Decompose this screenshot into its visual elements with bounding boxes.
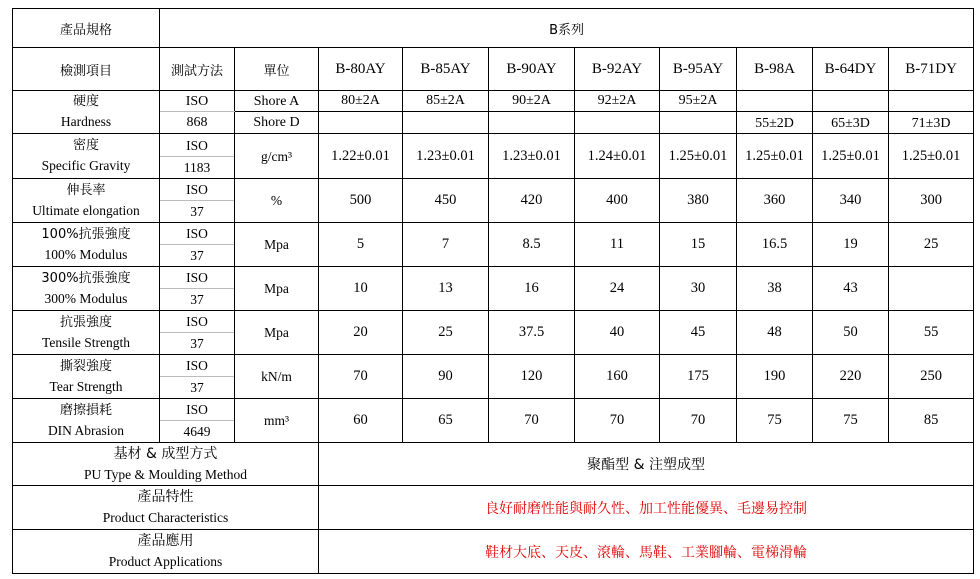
value-cell: 15 (660, 223, 737, 267)
value-cell: 60 (319, 399, 403, 443)
hardness-row-a (13, 91, 974, 112)
property-en: 300% Modulus (44, 290, 128, 306)
value-cell: 65 (403, 399, 489, 443)
test-method (160, 179, 235, 223)
value-cell: 19 (813, 223, 889, 267)
value-cell: 1.24±0.01 (575, 134, 660, 179)
property-name (13, 179, 160, 223)
value-cell: 50 (813, 311, 889, 355)
value-cell: 55±2D (737, 112, 813, 134)
property-en: 100% Modulus (44, 246, 128, 262)
property-zh: 密度 (72, 138, 99, 153)
property-row-tensile-strength (13, 311, 974, 355)
characteristics-row (13, 486, 974, 530)
value-cell: 45 (660, 311, 737, 355)
property-zh: 抗張強度 (59, 314, 112, 330)
property-name (13, 355, 160, 399)
property-zh: 硬度 (72, 94, 99, 109)
unit-cell: % (235, 179, 319, 223)
value-cell: 175 (660, 355, 737, 399)
method-standard: ISO (160, 267, 234, 289)
item-label: 檢測項目 (13, 48, 160, 91)
unit-label: 單位 (235, 48, 319, 91)
method-standard: ISO (160, 355, 234, 377)
value-cell: 1.23±0.01 (403, 134, 489, 179)
value-cell: 16 (489, 267, 575, 311)
value-cell: 92±2A (575, 91, 660, 112)
characteristics-value: 良好耐磨性能與耐久性、加工性能優異、毛邊易控制 (319, 486, 974, 530)
value-cell: 95±2A (660, 91, 737, 112)
pu-type-label (13, 443, 319, 486)
spec-table (12, 8, 974, 574)
unit-cell: Mpa (235, 223, 319, 267)
value-cell: 80±2A (319, 91, 403, 112)
value-cell: 70 (575, 399, 660, 443)
value-cell: 160 (575, 355, 660, 399)
method-standard: ISO (160, 179, 234, 201)
value-cell: 340 (813, 179, 889, 223)
value-cell: 1.22±0.01 (319, 134, 403, 179)
grade-header: B-95AY (660, 48, 737, 91)
value-cell: 10 (319, 267, 403, 311)
value-cell: 380 (660, 179, 737, 223)
method-number: 37 (190, 204, 204, 219)
value-cell: 16.5 (737, 223, 813, 267)
grade-header: B-71DY (889, 48, 974, 91)
value-cell: 90 (403, 355, 489, 399)
property-zh: 磨擦損耗 (59, 402, 112, 418)
test-method (160, 399, 235, 443)
unit-shore-d: Shore D (235, 112, 319, 134)
value-cell: 75 (813, 399, 889, 443)
value-cell: 70 (489, 399, 575, 443)
value-cell: 1.25±0.01 (737, 134, 813, 179)
value-cell (889, 267, 974, 311)
header-columns-row (13, 48, 974, 91)
unit-shore-a: Shore A (235, 91, 319, 112)
test-method (160, 267, 235, 311)
value-cell (489, 112, 575, 134)
applications-label (13, 530, 319, 574)
value-cell: 65±3D (813, 112, 889, 134)
value-cell: 70 (660, 399, 737, 443)
value-cell (403, 112, 489, 134)
unit-cell: mm³ (235, 399, 319, 443)
property-en: Hardness (60, 114, 112, 129)
method-number: 37 (190, 292, 204, 307)
test-method (160, 223, 235, 267)
method-number: 37 (190, 380, 204, 395)
value-cell (660, 112, 737, 134)
applications-en: Product Applications (108, 554, 223, 569)
value-cell: 500 (319, 179, 403, 223)
method-number: 1183 (183, 159, 211, 175)
unit-cell: g/cm³ (235, 134, 319, 179)
value-cell: 75 (737, 399, 813, 443)
value-cell (813, 91, 889, 112)
value-cell: 1.25±0.01 (889, 134, 974, 179)
method-standard: ISO (160, 311, 234, 333)
value-cell: 360 (737, 179, 813, 223)
grade-header: B-80AY (319, 48, 403, 91)
test-method (160, 134, 235, 179)
applications-value: 鞋材大底、天皮、滾輪、馬鞋、工業腳輪、電梯滑輪 (319, 530, 974, 574)
method-number: 37 (190, 248, 204, 263)
property-row-tear-strength (13, 355, 974, 399)
property-name (13, 267, 160, 311)
method-standard: ISO (160, 223, 234, 245)
applications-row (13, 530, 974, 574)
value-cell: 11 (575, 223, 660, 267)
pu-type-value: 聚酯型 & 注塑成型 (319, 443, 974, 486)
pu-type-en: PU Type & Moulding Method (83, 466, 248, 482)
value-cell: 1.25±0.01 (813, 134, 889, 179)
method-standard: ISO (160, 91, 235, 112)
property-zh: 撕裂強度 (59, 358, 112, 374)
test-method (160, 355, 235, 399)
value-cell: 8.5 (489, 223, 575, 267)
unit-cell: Mpa (235, 311, 319, 355)
value-cell: 400 (575, 179, 660, 223)
grade-header: B-85AY (403, 48, 489, 91)
value-cell: 250 (889, 355, 974, 399)
value-cell: 7 (403, 223, 489, 267)
property-row-300-modulus (13, 267, 974, 311)
value-cell: 43 (813, 267, 889, 311)
value-cell: 90±2A (489, 91, 575, 112)
method-standard: ISO (160, 135, 234, 157)
value-cell (889, 91, 974, 112)
value-cell: 70 (319, 355, 403, 399)
property-name (13, 399, 160, 443)
grade-header: B-90AY (489, 48, 575, 91)
property-en: Specific Gravity (41, 158, 131, 173)
spec-label: 產品規格 (13, 9, 160, 48)
value-cell: 5 (319, 223, 403, 267)
property-name (13, 311, 160, 355)
series-label: B系列 (160, 9, 974, 48)
pu-type-row (13, 443, 974, 486)
property-en: Ultimate elongation (32, 202, 140, 218)
value-cell: 85 (889, 399, 974, 443)
property-en: Tensile Strength (42, 334, 130, 350)
method-number: 37 (190, 336, 204, 351)
grade-header: B-92AY (575, 48, 660, 91)
characteristics-label (13, 486, 319, 530)
value-cell: 25 (889, 223, 974, 267)
hardness-property (13, 91, 160, 134)
value-cell: 48 (737, 311, 813, 355)
value-cell: 220 (813, 355, 889, 399)
grade-header: B-98A (737, 48, 813, 91)
value-cell: 30 (660, 267, 737, 311)
property-row-din-abrasion (13, 399, 974, 443)
property-en: DIN Abrasion (47, 422, 125, 438)
method-number: 868 (160, 112, 235, 134)
header-title-row (13, 9, 974, 48)
value-cell: 120 (489, 355, 575, 399)
applications-zh: 產品應用 (137, 533, 194, 549)
property-en: Tear Strength (49, 378, 123, 394)
characteristics-zh: 產品特性 (137, 489, 194, 505)
unit-cell: kN/m (235, 355, 319, 399)
unit-cell: Mpa (235, 267, 319, 311)
method-standard: ISO (160, 399, 234, 421)
method-number: 4649 (183, 424, 211, 439)
method-label: 測試方法 (160, 48, 235, 91)
property-name (13, 223, 160, 267)
value-cell: 450 (403, 179, 489, 223)
value-cell: 24 (575, 267, 660, 311)
property-zh: 300%抗張強度 (41, 270, 131, 286)
property-zh: 伸長率 (66, 182, 106, 198)
property-name (13, 134, 160, 179)
value-cell: 25 (403, 311, 489, 355)
value-cell: 13 (403, 267, 489, 311)
test-method (160, 311, 235, 355)
pu-type-zh: 基材 & 成型方式 (113, 445, 218, 462)
value-cell: 37.5 (489, 311, 575, 355)
value-cell: 55 (889, 311, 974, 355)
value-cell: 40 (575, 311, 660, 355)
characteristics-en: Product Characteristics (102, 510, 229, 525)
property-row-100-modulus (13, 223, 974, 267)
property-zh: 100%抗張強度 (41, 226, 131, 242)
value-cell: 1.23±0.01 (489, 134, 575, 179)
value-cell: 420 (489, 179, 575, 223)
value-cell (737, 91, 813, 112)
value-cell: 1.25±0.01 (660, 134, 737, 179)
value-cell (319, 112, 403, 134)
value-cell: 38 (737, 267, 813, 311)
value-cell: 20 (319, 311, 403, 355)
value-cell: 71±3D (889, 112, 974, 134)
value-cell (575, 112, 660, 134)
property-row-elongation (13, 179, 974, 223)
value-cell: 190 (737, 355, 813, 399)
grade-header: B-64DY (813, 48, 889, 91)
property-row-specific-gravity (13, 134, 974, 179)
value-cell: 300 (889, 179, 974, 223)
value-cell: 85±2A (403, 91, 489, 112)
